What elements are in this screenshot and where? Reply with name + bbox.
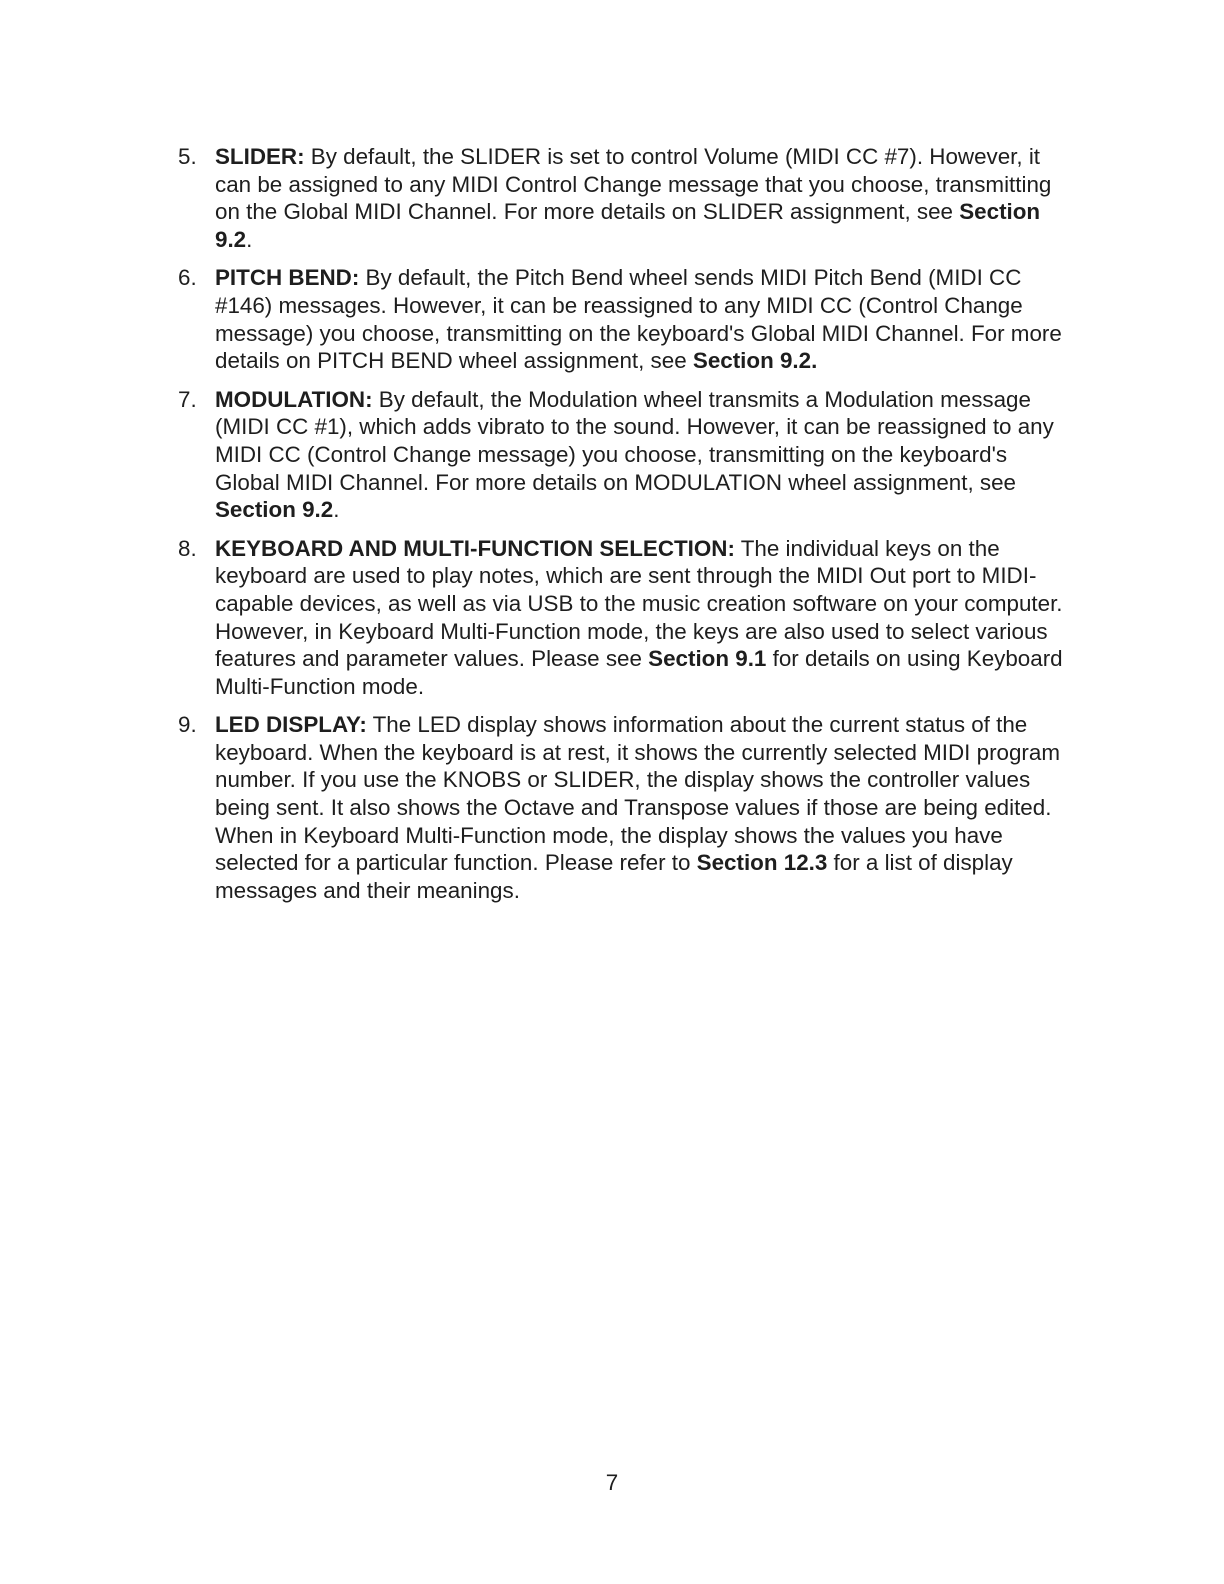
list-item-number: 5.: [178, 144, 197, 169]
section-reference: Section 9.2: [215, 199, 1041, 252]
body-text: By default, the Modulation wheel transmits a Modulation message (MIDI CC #1), which adds vibrato to the sound. However, it can be reassigned to any MIDI CC (Control Change message) you choose, transmitting on the keyboard's Global MIDI Channel. For more details on MODULATION wheel assignment, see: [215, 386, 1054, 495]
section-reference: Section 9.1: [648, 646, 767, 672]
term-heading: PITCH BEND:: [215, 265, 360, 291]
list-item-modulation: [172, 386, 1072, 524]
list-item-number: 6.: [178, 265, 197, 291]
list-item-text: [215, 386, 1072, 524]
list-item-number: 7.: [178, 386, 197, 412]
section-reference: Section 9.2.: [692, 348, 818, 374]
body-text: By default, the Pitch Bend wheel sends MIDI Pitch Bend (MIDI CC #146) messages. However, it can be reassigned to any MIDI CC (Control Change message) you choose, transmitting on the keyboard's Global MIDI Channel. For more details on PITCH BEND wheel assignment, see: [215, 265, 1062, 374]
body-text: for details on using Keyboard Multi-Function mode.: [215, 646, 1063, 699]
document-body: [172, 143, 1072, 915]
list-item-slider: [172, 143, 1072, 253]
page-number: 7: [605, 1470, 619, 1495]
term-heading: KEYBOARD AND MULTI-FUNCTION SELECTION:: [215, 535, 735, 561]
list-item-text: [215, 535, 1072, 701]
term-heading: LED DISPLAY:: [215, 712, 367, 738]
body-text: The LED display shows information about the current status of the keyboard. When the keyboard is at rest, it shows the currently selected MIDI program number. If you use the KNOBS or SLIDER, the display shows the controller values being sent. It also shows the Octave and Transpose values if those are being edited. When in Keyboard Multi-Function mode, the display shows the values you have selected for a particular function. Please refer to: [215, 712, 1060, 876]
list-item-number: 9.: [178, 712, 197, 738]
body-text: for a list of display messages and their meanings.: [215, 850, 1013, 903]
body-text: .: [246, 226, 253, 252]
list-item-text: [215, 264, 1072, 374]
list-item-keyboard-multi-function: [172, 535, 1072, 701]
list-item-pitch-bend: [172, 264, 1072, 374]
term-heading: SLIDER:: [215, 144, 305, 169]
list-item-text: [215, 143, 1072, 253]
list-item-text: [215, 711, 1072, 904]
body-text: The individual keys on the keyboard are used to play notes, which are sent through the MIDI Out port to MIDI-capable devices, as well as via USB to the music creation software on your computer. However, in Keyboard Multi-Function mode, the keys are also used to select various features and parameter values. Please see: [215, 535, 1063, 672]
term-heading: MODULATION:: [215, 386, 373, 412]
body-text: .: [333, 497, 340, 523]
list-item-led-display: [172, 711, 1072, 904]
section-reference: Section 9.2: [215, 497, 334, 523]
section-reference: Section 12.3: [696, 850, 828, 876]
body-text: By default, the SLIDER is set to control Volume (MIDI CC #7). However, it can be assigned to any MIDI Control Change message that you choose, transmitting on the Global MIDI Channel. For more details on SLIDER assignment, see: [215, 144, 1052, 225]
list-item-number: 8.: [178, 535, 197, 561]
